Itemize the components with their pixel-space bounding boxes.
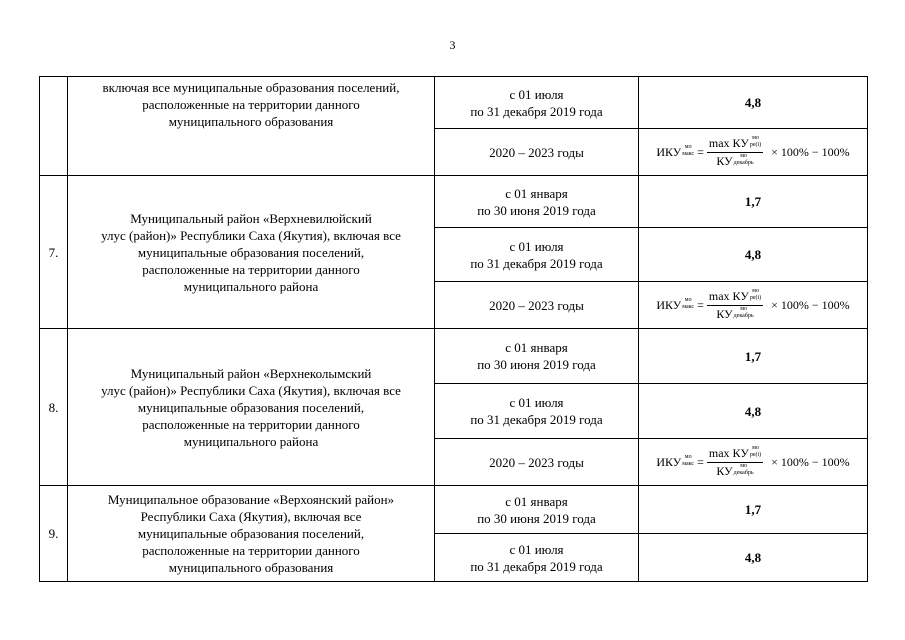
formula-sub: ре(i): [749, 141, 762, 148]
period-cell: [435, 486, 639, 534]
formula: [656, 288, 849, 323]
formula-cell: [639, 129, 868, 176]
period-line: 2020 – 2023 годы: [489, 144, 584, 160]
formula-sub: макс: [682, 460, 695, 467]
coefficient-value: 1,7: [639, 329, 868, 384]
description-line: муниципального образования: [168, 560, 334, 575]
description-line: улус (район)» Республики Саха (Якутия), включая все: [101, 227, 401, 243]
formula-cell: [639, 439, 868, 486]
row-number: 9.: [40, 486, 68, 582]
period-line: по 31 декабря 2019 года: [470, 558, 603, 574]
description-line: Республики Саха (Якутия), включая все: [140, 509, 362, 524]
formula-rest: × 100% − 100%: [771, 454, 850, 469]
period-cell: [435, 228, 639, 282]
description-line: расположенные на территории данного: [142, 416, 360, 432]
period-line: 2020 – 2023 годы: [489, 297, 584, 313]
coefficient-value: 1,7: [639, 486, 868, 534]
formula-lhs: [656, 454, 694, 471]
formula-sup: мо: [740, 152, 748, 159]
row-description: [68, 77, 435, 176]
formula-text: max КУ: [708, 135, 749, 150]
formula-lhs: [656, 297, 694, 314]
formula-sub: декабрь: [733, 159, 754, 166]
row-number: 7.: [40, 176, 68, 329]
formula-sub: декабрь: [733, 469, 754, 476]
period-cell: [435, 534, 639, 582]
formula-sub: макс: [682, 150, 695, 157]
period-line: с 01 января: [505, 185, 568, 201]
table-row: [40, 77, 868, 129]
table-row: [40, 329, 868, 384]
formula: [656, 445, 849, 480]
period-line: по 30 июня 2019 года: [477, 510, 596, 526]
formula-sub: ре(i): [749, 294, 762, 301]
description-line: муниципальные образования поселений,: [137, 526, 365, 541]
period-line: с 01 января: [505, 340, 568, 355]
description-line: включая все муниципальные образования поселений,: [102, 80, 400, 95]
formula-sup: мо: [684, 453, 692, 460]
formula-fraction: [707, 288, 763, 323]
period-line: с 01 января: [505, 493, 568, 509]
formula-fraction: [707, 135, 763, 170]
formula-sub: ре(i): [749, 451, 762, 458]
row-number: 8.: [40, 329, 68, 486]
period-line: с 01 июля: [509, 86, 564, 102]
formula-cell: [639, 282, 868, 329]
page-number: 3: [449, 38, 456, 52]
description-line: муниципального района: [183, 433, 319, 449]
formula-text: ИКУ: [656, 297, 682, 312]
formula-sup: мо: [740, 305, 748, 312]
period-line: 2020 – 2023 годы: [489, 454, 584, 470]
formula-text: ИКУ: [656, 144, 682, 159]
description-line: муниципальные образования поселений,: [137, 244, 365, 260]
period-line: по 31 декабря 2019 года: [470, 103, 603, 119]
description-line: Муниципальный район «Верхневилюйский: [130, 210, 372, 226]
period-line: с 01 июля: [509, 395, 564, 410]
formula-rest: × 100% − 100%: [771, 297, 850, 312]
period-cell: [435, 439, 639, 486]
description-line: Муниципальный район «Верхнеколымский: [130, 365, 372, 381]
coefficient-value: 4,8: [639, 77, 868, 129]
tariff-table: [39, 76, 868, 582]
formula-text: КУ: [716, 153, 733, 168]
formula-text: КУ: [716, 306, 733, 321]
row-description: [68, 176, 435, 329]
period-cell: [435, 282, 639, 329]
formula-sup: мо: [752, 444, 759, 451]
formula-text: max КУ: [708, 288, 749, 303]
formula-equals: =: [697, 144, 704, 159]
description-line: муниципального образования: [168, 114, 334, 129]
period-cell: [435, 129, 639, 176]
table-row: [40, 486, 868, 534]
row-number: [40, 77, 68, 176]
period-cell: [435, 176, 639, 228]
coefficient-value: 4,8: [639, 534, 868, 582]
formula-sup: мо: [684, 143, 692, 150]
formula-text: ИКУ: [656, 454, 682, 469]
table-row: [40, 176, 868, 228]
period-line: по 30 июня 2019 года: [477, 357, 596, 372]
row-description: [68, 486, 435, 582]
formula-lhs: [656, 144, 694, 161]
description-line: расположенные на территории данного: [142, 97, 360, 112]
formula-sub: декабрь: [733, 312, 754, 319]
formula-fraction: [707, 445, 763, 480]
description-line: муниципального района: [183, 278, 319, 294]
period-cell: [435, 384, 639, 439]
formula-equals: =: [697, 297, 704, 312]
row-description: [68, 329, 435, 486]
formula-sup: мо: [752, 134, 759, 141]
period-line: с 01 июля: [509, 541, 564, 557]
formula-sup: мо: [740, 462, 748, 469]
description-line: расположенные на территории данного: [142, 543, 360, 558]
formula-rest: × 100% − 100%: [771, 144, 850, 159]
description-line: расположенные на территории данного: [142, 261, 360, 277]
coefficient-value: 1,7: [639, 176, 868, 228]
period-line: по 31 декабря 2019 года: [470, 255, 603, 271]
formula-sup: мо: [684, 296, 692, 303]
period-cell: [435, 77, 639, 129]
formula-text: max КУ: [708, 445, 749, 460]
formula-sub: макс: [682, 303, 695, 310]
formula-sup: мо: [752, 287, 759, 294]
period-line: по 30 июня 2019 года: [477, 202, 596, 218]
formula: [656, 135, 849, 170]
period-line: с 01 июля: [509, 238, 564, 254]
description-line: муниципальные образования поселений,: [137, 399, 365, 415]
formula-equals: =: [697, 454, 704, 469]
description-line: улус (район)» Республики Саха (Якутия), включая все: [101, 382, 401, 398]
description-line: Муниципальное образование «Верхоянский район»: [107, 492, 395, 507]
coefficient-value: 4,8: [639, 228, 868, 282]
period-line: по 31 декабря 2019 года: [470, 412, 603, 427]
formula-text: КУ: [716, 463, 733, 478]
period-cell: [435, 329, 639, 384]
coefficient-value: 4,8: [639, 384, 868, 439]
